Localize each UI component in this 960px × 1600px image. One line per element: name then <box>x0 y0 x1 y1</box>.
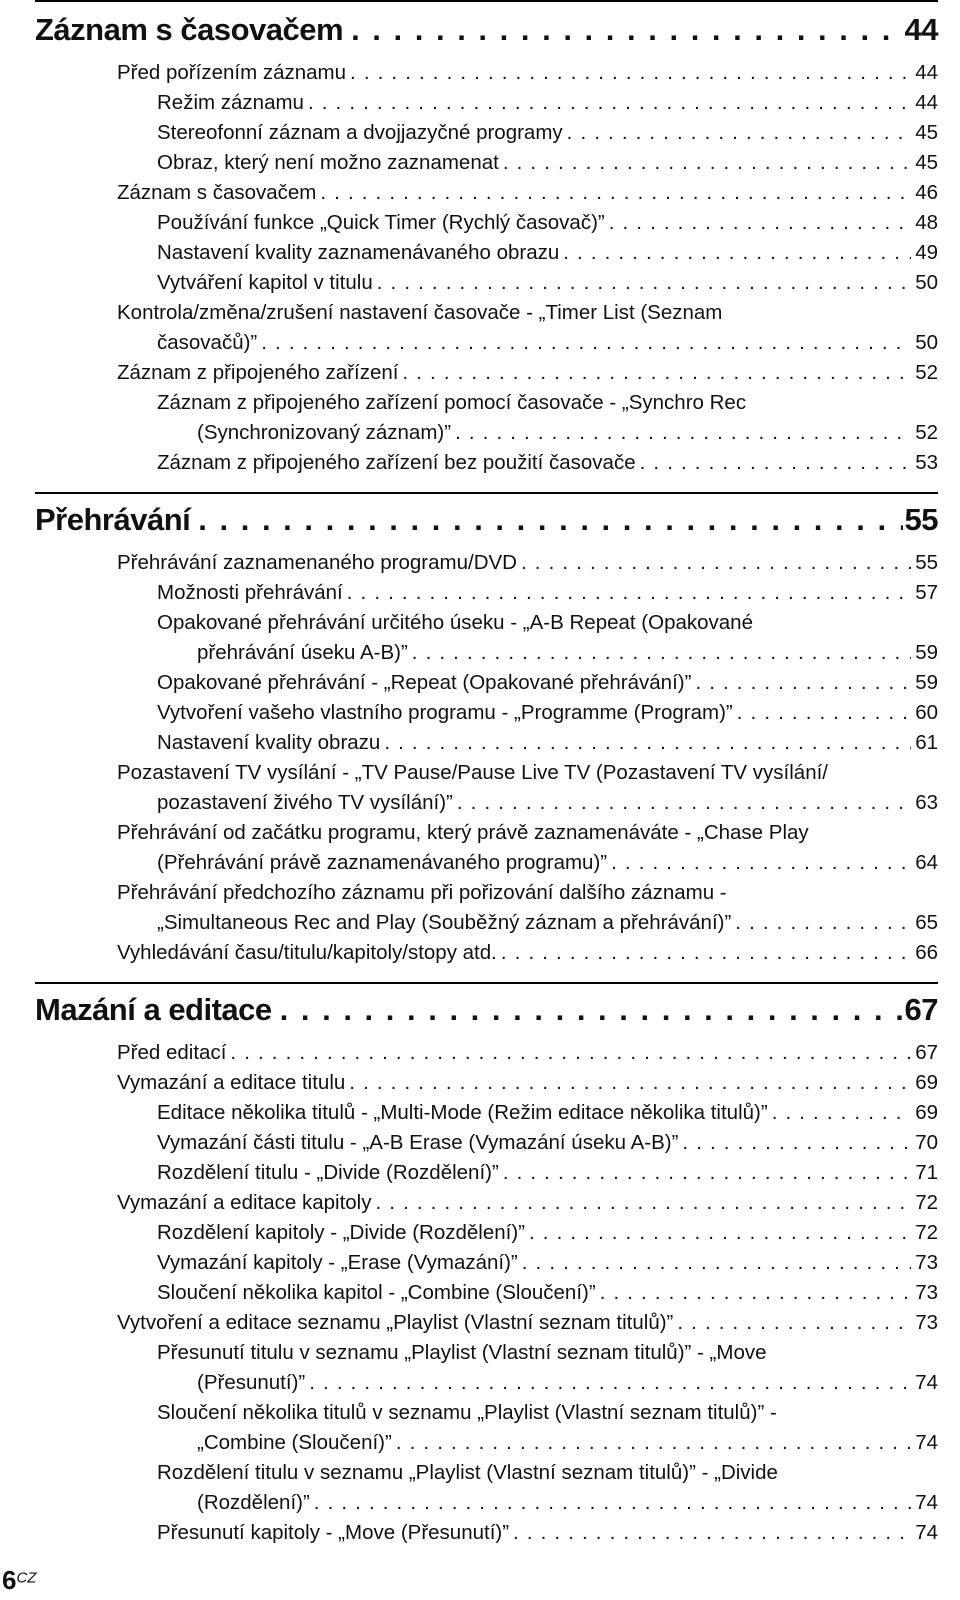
toc-subentry[interactable] <box>35 608 938 668</box>
entry-page-number: 73 <box>915 1281 938 1304</box>
dot-leader <box>377 268 911 298</box>
toc-subentry[interactable] <box>35 1338 938 1398</box>
entry-page-number: 72 <box>915 1221 938 1244</box>
entry-title-line: Vymazání kapitoly - „Erase (Vymazání)” <box>157 1251 518 1274</box>
toc-subentry[interactable] <box>35 268 938 298</box>
entry-title-line: Přesunutí titulu v seznamu „Playlist (Vlastní seznam titulů)” - „Move <box>157 1341 767 1364</box>
entry-title-line: Přesunutí kapitoly - „Move (Přesunutí)” <box>157 1521 510 1544</box>
entry-page-number: 48 <box>915 211 938 234</box>
dot-leader <box>349 1068 911 1098</box>
entry-page-number: 70 <box>915 1131 938 1154</box>
dot-leader <box>280 992 903 1028</box>
entry-page-number: 61 <box>915 731 938 754</box>
dot-leader <box>351 12 902 48</box>
entry-title-line: přehrávání úseku A-B)” <box>197 641 408 664</box>
toc-entry[interactable] <box>35 178 938 208</box>
dot-leader <box>640 448 912 478</box>
entry-page-number: 69 <box>915 1071 938 1094</box>
dot-leader <box>230 1038 911 1068</box>
section-page-number: 67 <box>904 992 938 1027</box>
entry-title-line: Záznam z připojeného zařízení pomocí časovače - „Synchro Rec <box>157 391 747 414</box>
page-number: 6 <box>2 1565 17 1595</box>
entry-title-line: Vymazání a editace titulu <box>117 1071 346 1094</box>
entry-title-line: (Přehrávání právě zaznamenávaného programu)” <box>157 851 608 874</box>
entry-title-line: Opakované přehrávání určitého úseku - „A-B Repeat (Opakované <box>157 611 753 634</box>
toc-subentry[interactable] <box>35 148 938 178</box>
dot-leader <box>503 1158 911 1188</box>
entry-title-line: Přehrávání zaznamenaného programu/DVD <box>117 551 517 574</box>
dot-leader <box>522 1248 911 1278</box>
entry-title-line: Režim záznamu <box>157 91 304 114</box>
dot-leader <box>735 908 911 938</box>
entry-title-line: „Combine (Sloučení)” <box>197 1431 392 1454</box>
toc-subentry[interactable] <box>35 448 938 478</box>
entry-title-line: (Synchronizovaný záznam)” <box>197 421 452 444</box>
toc-entry[interactable] <box>35 878 938 938</box>
toc-subentry[interactable] <box>35 88 938 118</box>
dot-leader <box>529 1218 911 1248</box>
entry-title-line: pozastavení živého TV vysílání)” <box>157 791 453 814</box>
entry-title-line: Editace několika titulů - „Multi-Mode (Režim editace několika titulů)” <box>157 1101 768 1124</box>
dot-leader <box>376 1188 912 1218</box>
entry-page-number: 55 <box>915 551 938 574</box>
entry-page-number: 52 <box>915 361 938 384</box>
entry-page-number: 59 <box>915 671 938 694</box>
dot-leader <box>677 1308 911 1338</box>
toc-subentry[interactable] <box>35 238 938 268</box>
section-title: Mazání a editace <box>35 992 272 1027</box>
entry-title-line: Vytváření kapitol v titulu <box>157 271 373 294</box>
toc-subentry[interactable] <box>35 668 938 698</box>
toc-subentry[interactable] <box>35 388 938 448</box>
dot-leader <box>261 328 911 358</box>
entry-title-line: Vymazání a editace kapitoly <box>117 1191 372 1214</box>
toc-subentry[interactable] <box>35 698 938 728</box>
section-heading[interactable] <box>35 12 938 58</box>
toc-entry[interactable] <box>35 358 938 388</box>
entry-title-line: Vymazání části titulu - „A-B Erase (Vymazání úseku A-B)” <box>157 1131 679 1154</box>
toc-subentry[interactable] <box>35 578 938 608</box>
entry-page-number: 49 <box>915 241 938 264</box>
section-page-number: 55 <box>904 502 938 537</box>
toc-subentry[interactable] <box>35 1278 938 1308</box>
dot-leader <box>501 938 911 968</box>
entry-title-line: Opakované přehrávání - „Repeat (Opakované přehrávání)” <box>157 671 692 694</box>
entry-title-line: Záznam z připojeného zařízení bez použití časovače <box>157 451 636 474</box>
dot-leader <box>198 502 902 538</box>
dot-leader <box>521 548 911 578</box>
entry-title-line: Před pořízením záznamu <box>117 61 347 84</box>
entry-title-line: „Simultaneous Rec and Play (Souběžný záznam a přehrávání)” <box>157 911 732 934</box>
entry-page-number: 74 <box>915 1491 938 1514</box>
toc-subentry[interactable] <box>35 1218 938 1248</box>
toc-entry[interactable] <box>35 1188 938 1218</box>
dot-leader <box>503 148 911 178</box>
dot-leader <box>567 118 912 148</box>
dot-leader <box>737 698 911 728</box>
dot-leader <box>513 1518 911 1548</box>
section-title: Přehrávání <box>35 502 191 537</box>
dot-leader <box>396 1428 911 1458</box>
dot-leader <box>309 1368 911 1398</box>
dot-leader <box>772 1098 912 1128</box>
dot-leader <box>457 788 911 818</box>
entry-page-number: 64 <box>915 851 938 874</box>
entry-title-line: Používání funkce „Quick Timer (Rychlý časovač)” <box>157 211 605 234</box>
entry-page-number: 72 <box>915 1191 938 1214</box>
entry-page-number: 71 <box>915 1161 938 1184</box>
entry-title-line: Vyhledávání času/titulu/kapitoly/stopy atd. <box>117 941 497 964</box>
entry-page-number: 73 <box>915 1251 938 1274</box>
entry-title-line: Rozdělení titulu v seznamu „Playlist (Vlastní seznam titulů)” - „Divide <box>157 1461 778 1484</box>
entry-title-line: Nastavení kvality zaznamenávaného obrazu <box>157 241 560 264</box>
dot-leader <box>314 1488 911 1518</box>
dot-leader <box>320 178 911 208</box>
toc-subentry[interactable] <box>35 208 938 238</box>
entry-page-number: 45 <box>915 151 938 174</box>
entry-page-number: 73 <box>915 1311 938 1334</box>
toc-subentry[interactable] <box>35 1518 938 1548</box>
entry-title-line: Stereofonní záznam a dvojjazyčné programy <box>157 121 563 144</box>
entry-page-number: 74 <box>915 1521 938 1544</box>
toc-entry[interactable] <box>35 938 938 968</box>
entry-page-number: 44 <box>915 91 938 114</box>
toc-subentry[interactable] <box>35 1128 938 1158</box>
entry-page-number: 65 <box>915 911 938 934</box>
entry-page-number: 45 <box>915 121 938 144</box>
toc-subentry[interactable] <box>35 118 938 148</box>
entry-title-line: Kontrola/změna/zrušení nastavení časovače - „Timer List (Seznam <box>117 301 723 324</box>
entry-title-line: Vytvoření a editace seznamu „Playlist (Vlastní seznam titulů)” <box>117 1311 674 1334</box>
entry-page-number: 46 <box>915 181 938 204</box>
dot-leader <box>600 1278 912 1308</box>
dot-leader <box>412 638 911 668</box>
dot-leader <box>308 88 911 118</box>
dot-leader <box>347 578 911 608</box>
entry-page-number: 53 <box>915 451 938 474</box>
toc-subentry[interactable] <box>35 1248 938 1278</box>
dot-leader <box>695 668 911 698</box>
entry-title-line: Záznam z připojeného zařízení <box>117 361 399 384</box>
entry-title-line: Možnosti přehrávání <box>157 581 343 604</box>
toc-section <box>35 0 938 478</box>
page-footer <box>2 1565 36 1596</box>
entry-page-number: 57 <box>915 581 938 604</box>
entry-title-line: Pozastavení TV vysílání - „TV Pause/Pause Live TV (Pozastavení TV vysílání/ <box>117 761 828 784</box>
entry-page-number: 52 <box>915 421 938 444</box>
entry-page-number: 50 <box>915 331 938 354</box>
toc-entry[interactable] <box>35 298 938 358</box>
entry-title-line: Vytvoření vašeho vlastního programu - „Programme (Program)” <box>157 701 733 724</box>
toc-subentry[interactable] <box>35 1458 938 1518</box>
entry-title-line: Před editací <box>117 1041 227 1064</box>
toc-section <box>35 492 938 968</box>
entry-title-line: Sloučení několika titulů v seznamu „Playlist (Vlastní seznam titulů)” - <box>157 1401 777 1424</box>
entry-page-number: 60 <box>915 701 938 724</box>
entry-title-line: Záznam s časovačem <box>117 181 317 204</box>
toc-entry[interactable] <box>35 1068 938 1098</box>
entry-title-line: Přehrávání předchozího záznamu při pořizování dalšího záznamu - <box>117 881 727 904</box>
entry-page-number: 74 <box>915 1431 938 1454</box>
toc-subentry[interactable] <box>35 1398 938 1458</box>
entry-page-number: 59 <box>915 641 938 664</box>
toc-entry[interactable] <box>35 1308 938 1338</box>
table-of-contents <box>35 0 938 1548</box>
toc-section <box>35 982 938 1548</box>
language-code: CZ <box>16 1569 37 1587</box>
entry-title-line: časovačů)” <box>157 331 258 354</box>
toc-entry[interactable] <box>35 1038 938 1068</box>
toc-subentry[interactable] <box>35 728 938 758</box>
dot-leader <box>402 358 911 388</box>
entry-title-line: Sloučení několika kapitol - „Combine (Sloučení)” <box>157 1281 596 1304</box>
dot-leader <box>455 418 911 448</box>
section-heading[interactable] <box>35 992 938 1038</box>
dot-leader <box>563 238 911 268</box>
dot-leader <box>350 58 911 88</box>
toc-subentry[interactable] <box>35 1098 938 1128</box>
toc-entry[interactable] <box>35 58 938 88</box>
entry-title-line: (Přesunutí)” <box>197 1371 306 1394</box>
dot-leader <box>682 1128 911 1158</box>
entry-page-number: 63 <box>915 791 938 814</box>
entry-page-number: 74 <box>915 1371 938 1394</box>
toc-entry[interactable] <box>35 818 938 878</box>
dot-leader <box>384 728 911 758</box>
section-title: Záznam s časovačem <box>35 12 344 47</box>
section-heading[interactable] <box>35 502 938 548</box>
toc-subentry[interactable] <box>35 1158 938 1188</box>
toc-entry[interactable] <box>35 548 938 578</box>
entry-title-line: Nastavení kvality obrazu <box>157 731 381 754</box>
entry-title-line: (Rozdělení)” <box>197 1491 310 1514</box>
entry-page-number: 44 <box>915 61 938 84</box>
dot-leader <box>609 208 911 238</box>
section-page-number: 44 <box>904 12 938 47</box>
entry-page-number: 69 <box>915 1101 938 1124</box>
entry-page-number: 50 <box>915 271 938 294</box>
entry-page-number: 66 <box>915 941 938 964</box>
entry-title-line: Rozdělení titulu - „Divide (Rozdělení)” <box>157 1161 499 1184</box>
entry-title-line: Přehrávání od začátku programu, který právě zaznamenáváte - „Chase Play <box>117 821 809 844</box>
entry-page-number: 67 <box>915 1041 938 1064</box>
entry-title-line: Obraz, který není možno zaznamenat <box>157 151 499 174</box>
dot-leader <box>611 848 911 878</box>
toc-entry[interactable] <box>35 758 938 818</box>
entry-title-line: Rozdělení kapitoly - „Divide (Rozdělení)” <box>157 1221 526 1244</box>
